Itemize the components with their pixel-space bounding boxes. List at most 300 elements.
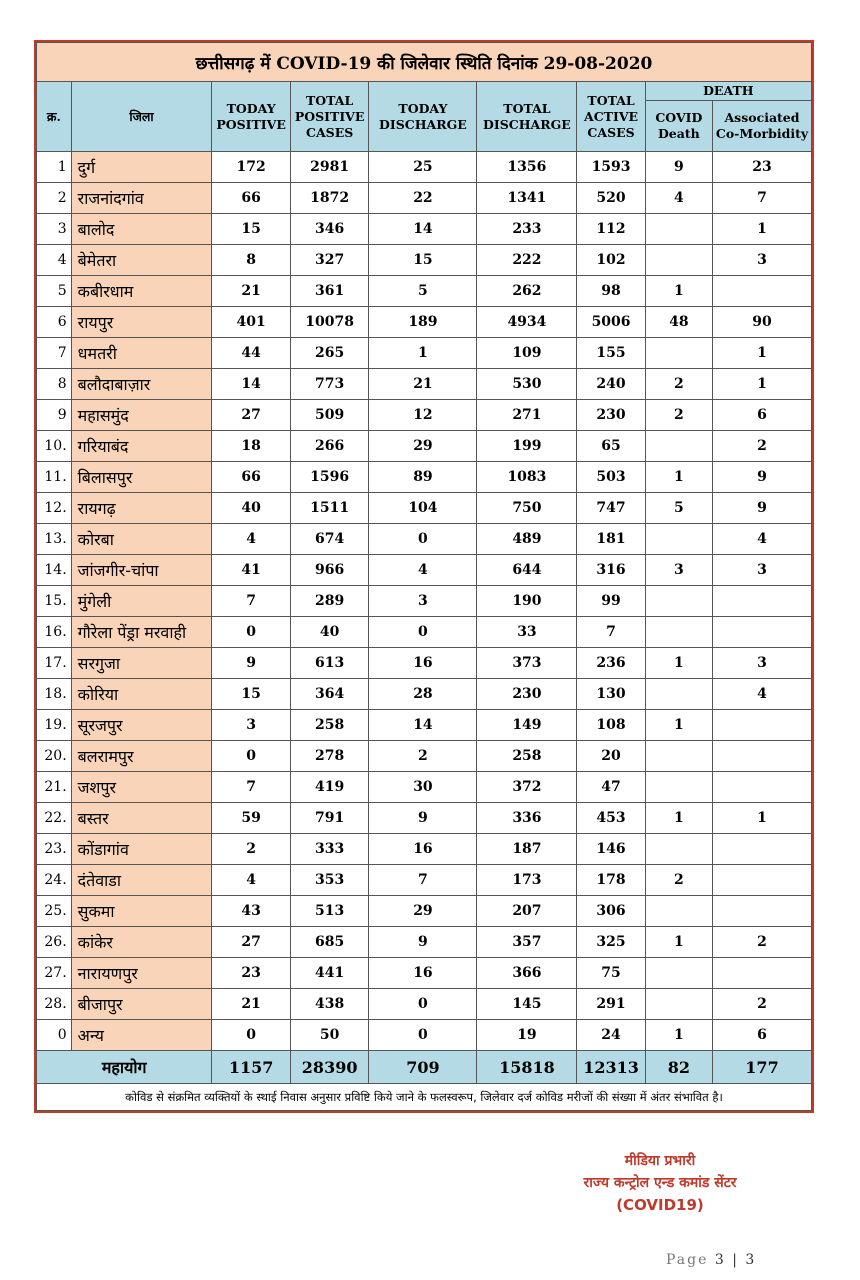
cell-covid-death: 1 xyxy=(645,648,712,679)
cell-total-positive: 266 xyxy=(290,431,369,462)
cell-total-positive: 441 xyxy=(290,958,369,989)
cell-today-discharge: 3 xyxy=(369,586,477,617)
cell-sn: 11. xyxy=(37,462,72,493)
total-covid-death: 82 xyxy=(645,1051,712,1084)
cell-today-positive: 15 xyxy=(212,679,291,710)
cell-total-discharge: 109 xyxy=(477,338,577,369)
cell-covid-death: 5 xyxy=(645,493,712,524)
cell-sn: 19. xyxy=(37,710,72,741)
cell-covid-death: 1 xyxy=(645,276,712,307)
cell-total-active: 155 xyxy=(577,338,645,369)
cell-total-discharge: 149 xyxy=(477,710,577,741)
total-row xyxy=(37,1051,812,1084)
total-today-discharge: 709 xyxy=(369,1051,477,1084)
cell-district: बलरामपुर xyxy=(71,741,212,772)
cell-district: सरगुजा xyxy=(71,648,212,679)
header-sn: क्र. xyxy=(37,82,72,152)
total-total-active: 12313 xyxy=(577,1051,645,1084)
cell-total-discharge: 750 xyxy=(477,493,577,524)
total-total-positive: 28390 xyxy=(290,1051,369,1084)
cell-total-discharge: 357 xyxy=(477,927,577,958)
table-row xyxy=(37,989,812,1020)
cell-covid-death xyxy=(645,214,712,245)
cell-covid-death: 4 xyxy=(645,183,712,214)
table-row xyxy=(37,710,812,741)
cell-total-positive: 791 xyxy=(290,803,369,834)
cell-total-active: 325 xyxy=(577,927,645,958)
table-row xyxy=(37,958,812,989)
cell-sn: 20. xyxy=(37,741,72,772)
cell-today-discharge: 5 xyxy=(369,276,477,307)
cell-sn: 17. xyxy=(37,648,72,679)
cell-today-positive: 7 xyxy=(212,586,291,617)
signature-line-1: मीडिया प्रभारी xyxy=(624,1153,696,1169)
header-total-active: TOTAL ACTIVE CASES xyxy=(577,82,645,152)
cell-today-discharge: 14 xyxy=(369,214,477,245)
district-status-table-wrapper xyxy=(34,40,814,1113)
cell-total-positive: 966 xyxy=(290,555,369,586)
cell-total-discharge: 530 xyxy=(477,369,577,400)
cell-total-active: 230 xyxy=(577,400,645,431)
cell-comorbidity: 2 xyxy=(713,989,812,1020)
cell-sn: 8 xyxy=(37,369,72,400)
table-row xyxy=(37,400,812,431)
table-row xyxy=(37,555,812,586)
cell-sn: 5 xyxy=(37,276,72,307)
cell-today-discharge: 89 xyxy=(369,462,477,493)
cell-today-positive: 3 xyxy=(212,710,291,741)
cell-today-positive: 66 xyxy=(212,183,291,214)
cell-comorbidity: 2 xyxy=(713,431,812,462)
cell-total-positive: 1511 xyxy=(290,493,369,524)
cell-district: बेमेतरा xyxy=(71,245,212,276)
table-row xyxy=(37,617,812,648)
header-district: जिला xyxy=(71,82,212,152)
cell-covid-death xyxy=(645,679,712,710)
cell-sn: 18. xyxy=(37,679,72,710)
table-row xyxy=(37,834,812,865)
cell-sn: 4 xyxy=(37,245,72,276)
table-row xyxy=(37,586,812,617)
cell-today-discharge: 0 xyxy=(369,524,477,555)
cell-covid-death: 2 xyxy=(645,400,712,431)
cell-today-positive: 15 xyxy=(212,214,291,245)
table-row xyxy=(37,741,812,772)
cell-total-discharge: 4934 xyxy=(477,307,577,338)
cell-covid-death xyxy=(645,772,712,803)
table-row xyxy=(37,927,812,958)
cell-today-positive: 0 xyxy=(212,741,291,772)
cell-today-discharge: 12 xyxy=(369,400,477,431)
cell-district: राजनांदगांव xyxy=(71,183,212,214)
cell-covid-death xyxy=(645,834,712,865)
cell-covid-death: 2 xyxy=(645,369,712,400)
cell-comorbidity: 9 xyxy=(713,493,812,524)
cell-district: मुंगेली xyxy=(71,586,212,617)
cell-today-positive: 0 xyxy=(212,617,291,648)
cell-today-discharge: 0 xyxy=(369,989,477,1020)
cell-district: गौरेला पेंड्रा मरवाही xyxy=(71,617,212,648)
cell-covid-death xyxy=(645,431,712,462)
cell-today-positive: 27 xyxy=(212,400,291,431)
cell-total-positive: 509 xyxy=(290,400,369,431)
table-row xyxy=(37,803,812,834)
cell-total-positive: 353 xyxy=(290,865,369,896)
cell-district: बस्तर xyxy=(71,803,212,834)
cell-today-positive: 21 xyxy=(212,989,291,1020)
table-row xyxy=(37,214,812,245)
cell-district: दुर्ग xyxy=(71,152,212,183)
cell-today-discharge: 1 xyxy=(369,338,477,369)
cell-total-positive: 1596 xyxy=(290,462,369,493)
cell-comorbidity: 3 xyxy=(713,245,812,276)
cell-district: दंतेवाडा xyxy=(71,865,212,896)
cell-today-positive: 14 xyxy=(212,369,291,400)
cell-district: कोंडागांव xyxy=(71,834,212,865)
page-number: 3 | 3 xyxy=(714,1252,757,1268)
table-row xyxy=(37,462,812,493)
cell-covid-death: 9 xyxy=(645,152,712,183)
cell-covid-death xyxy=(645,741,712,772)
cell-total-active: 236 xyxy=(577,648,645,679)
table-row xyxy=(37,772,812,803)
cell-today-positive: 0 xyxy=(212,1020,291,1051)
cell-total-discharge: 1083 xyxy=(477,462,577,493)
cell-total-active: 1593 xyxy=(577,152,645,183)
cell-sn: 10. xyxy=(37,431,72,462)
table-row xyxy=(37,276,812,307)
cell-covid-death xyxy=(645,338,712,369)
cell-total-discharge: 271 xyxy=(477,400,577,431)
cell-district: बालोद xyxy=(71,214,212,245)
cell-district: बीजापुर xyxy=(71,989,212,1020)
cell-today-positive: 8 xyxy=(212,245,291,276)
table-row xyxy=(37,679,812,710)
cell-sn: 14. xyxy=(37,555,72,586)
cell-total-active: 316 xyxy=(577,555,645,586)
cell-sn: 16. xyxy=(37,617,72,648)
table-row xyxy=(37,1020,812,1051)
cell-covid-death xyxy=(645,586,712,617)
cell-district: बलौदाबाज़ार xyxy=(71,369,212,400)
cell-total-discharge: 199 xyxy=(477,431,577,462)
header-today-discharge: TODAY DISCHARGE xyxy=(369,82,477,152)
cell-total-positive: 674 xyxy=(290,524,369,555)
cell-today-discharge: 16 xyxy=(369,958,477,989)
cell-total-active: 520 xyxy=(577,183,645,214)
cell-comorbidity: 2 xyxy=(713,927,812,958)
cell-total-active: 503 xyxy=(577,462,645,493)
cell-sn: 25. xyxy=(37,896,72,927)
total-total-discharge: 15818 xyxy=(477,1051,577,1084)
table-row xyxy=(37,338,812,369)
cell-total-positive: 333 xyxy=(290,834,369,865)
cell-total-positive: 419 xyxy=(290,772,369,803)
cell-total-discharge: 262 xyxy=(477,276,577,307)
cell-today-discharge: 21 xyxy=(369,369,477,400)
cell-sn: 28. xyxy=(37,989,72,1020)
cell-total-positive: 265 xyxy=(290,338,369,369)
cell-sn: 13. xyxy=(37,524,72,555)
cell-total-active: 108 xyxy=(577,710,645,741)
cell-total-active: 146 xyxy=(577,834,645,865)
table-title: छत्तीसगढ़ में COVID-19 की जिलेवार स्थिति दिनांक 29-08-2020 xyxy=(37,43,812,82)
cell-today-discharge: 29 xyxy=(369,431,477,462)
cell-total-discharge: 173 xyxy=(477,865,577,896)
cell-total-positive: 613 xyxy=(290,648,369,679)
cell-today-discharge: 22 xyxy=(369,183,477,214)
cell-district: कबीरधाम xyxy=(71,276,212,307)
cell-sn: 9 xyxy=(37,400,72,431)
cell-today-discharge: 104 xyxy=(369,493,477,524)
cell-comorbidity: 1 xyxy=(713,369,812,400)
cell-today-discharge: 7 xyxy=(369,865,477,896)
page-footer xyxy=(666,1252,756,1268)
table-row xyxy=(37,493,812,524)
header-comorbidity: Associated Co-Morbidity xyxy=(713,101,812,152)
cell-covid-death: 1 xyxy=(645,927,712,958)
cell-today-positive: 41 xyxy=(212,555,291,586)
table-row xyxy=(37,152,812,183)
cell-today-positive: 40 xyxy=(212,493,291,524)
cell-today-discharge: 189 xyxy=(369,307,477,338)
cell-today-positive: 27 xyxy=(212,927,291,958)
cell-today-discharge: 16 xyxy=(369,648,477,679)
cell-total-discharge: 187 xyxy=(477,834,577,865)
cell-comorbidity: 1 xyxy=(713,214,812,245)
cell-covid-death: 48 xyxy=(645,307,712,338)
cell-total-active: 65 xyxy=(577,431,645,462)
total-label: महायोग xyxy=(37,1051,212,1084)
cell-today-positive: 401 xyxy=(212,307,291,338)
cell-district: सुकमा xyxy=(71,896,212,927)
cell-total-discharge: 366 xyxy=(477,958,577,989)
cell-district: रायगढ़ xyxy=(71,493,212,524)
cell-total-positive: 258 xyxy=(290,710,369,741)
signature-line-3: (COVID19) xyxy=(616,1196,704,1214)
cell-total-active: 453 xyxy=(577,803,645,834)
cell-district: बिलासपुर xyxy=(71,462,212,493)
cell-today-discharge: 30 xyxy=(369,772,477,803)
cell-total-positive: 327 xyxy=(290,245,369,276)
cell-comorbidity xyxy=(713,772,812,803)
cell-total-discharge: 336 xyxy=(477,803,577,834)
cell-total-active: 306 xyxy=(577,896,645,927)
cell-total-discharge: 33 xyxy=(477,617,577,648)
cell-comorbidity: 23 xyxy=(713,152,812,183)
cell-today-positive: 4 xyxy=(212,865,291,896)
cell-total-active: 291 xyxy=(577,989,645,1020)
table-row xyxy=(37,865,812,896)
cell-total-positive: 2981 xyxy=(290,152,369,183)
cell-covid-death xyxy=(645,958,712,989)
cell-today-discharge: 15 xyxy=(369,245,477,276)
total-today-positive: 1157 xyxy=(212,1051,291,1084)
cell-covid-death: 2 xyxy=(645,865,712,896)
cell-covid-death xyxy=(645,524,712,555)
cell-sn: 27. xyxy=(37,958,72,989)
cell-today-positive: 7 xyxy=(212,772,291,803)
cell-total-positive: 10078 xyxy=(290,307,369,338)
table-note: कोविड से संक्रमित व्यक्तियों के स्थाई निवास अनुसार प्रविष्टि किये जाने के फलस्वरूप, जिलेवार दर्ज कोविड मरीजों की संख्या में अंतर संभावित है। xyxy=(37,1084,812,1111)
cell-sn: 15. xyxy=(37,586,72,617)
cell-total-discharge: 644 xyxy=(477,555,577,586)
cell-today-discharge: 9 xyxy=(369,803,477,834)
cell-today-discharge: 4 xyxy=(369,555,477,586)
cell-today-discharge: 16 xyxy=(369,834,477,865)
header-total-discharge: TOTAL DISCHARGE xyxy=(477,82,577,152)
cell-total-active: 181 xyxy=(577,524,645,555)
cell-sn: 2 xyxy=(37,183,72,214)
total-comorbidity: 177 xyxy=(713,1051,812,1084)
cell-comorbidity: 6 xyxy=(713,1020,812,1051)
cell-comorbidity xyxy=(713,958,812,989)
cell-today-positive: 172 xyxy=(212,152,291,183)
cell-total-positive: 1872 xyxy=(290,183,369,214)
cell-district: कोरिया xyxy=(71,679,212,710)
table-row xyxy=(37,183,812,214)
cell-today-discharge: 25 xyxy=(369,152,477,183)
cell-comorbidity: 7 xyxy=(713,183,812,214)
cell-total-active: 5006 xyxy=(577,307,645,338)
cell-total-positive: 289 xyxy=(290,586,369,617)
table-row xyxy=(37,896,812,927)
signature-block xyxy=(530,1150,790,1216)
cell-total-active: 102 xyxy=(577,245,645,276)
cell-total-positive: 513 xyxy=(290,896,369,927)
cell-today-positive: 21 xyxy=(212,276,291,307)
cell-total-positive: 364 xyxy=(290,679,369,710)
cell-total-discharge: 207 xyxy=(477,896,577,927)
cell-total-discharge: 489 xyxy=(477,524,577,555)
cell-total-active: 98 xyxy=(577,276,645,307)
cell-total-active: 75 xyxy=(577,958,645,989)
cell-today-discharge: 28 xyxy=(369,679,477,710)
cell-today-discharge: 2 xyxy=(369,741,477,772)
cell-total-discharge: 258 xyxy=(477,741,577,772)
cell-sn: 26. xyxy=(37,927,72,958)
cell-covid-death: 1 xyxy=(645,462,712,493)
cell-comorbidity xyxy=(713,834,812,865)
cell-total-discharge: 373 xyxy=(477,648,577,679)
cell-sn: 7 xyxy=(37,338,72,369)
cell-total-positive: 773 xyxy=(290,369,369,400)
header-covid-death: COVID Death xyxy=(645,101,712,152)
cell-comorbidity: 90 xyxy=(713,307,812,338)
cell-total-discharge: 145 xyxy=(477,989,577,1020)
cell-comorbidity: 4 xyxy=(713,524,812,555)
cell-today-positive: 43 xyxy=(212,896,291,927)
cell-sn: 3 xyxy=(37,214,72,245)
cell-total-active: 7 xyxy=(577,617,645,648)
cell-comorbidity xyxy=(713,276,812,307)
cell-today-positive: 4 xyxy=(212,524,291,555)
table-row xyxy=(37,307,812,338)
cell-total-discharge: 1341 xyxy=(477,183,577,214)
cell-total-active: 130 xyxy=(577,679,645,710)
cell-comorbidity: 9 xyxy=(713,462,812,493)
table-row xyxy=(37,245,812,276)
cell-comorbidity: 1 xyxy=(713,803,812,834)
cell-total-active: 47 xyxy=(577,772,645,803)
cell-sn: 22. xyxy=(37,803,72,834)
cell-sn: 24. xyxy=(37,865,72,896)
cell-today-positive: 59 xyxy=(212,803,291,834)
cell-today-positive: 23 xyxy=(212,958,291,989)
cell-comorbidity: 6 xyxy=(713,400,812,431)
cell-total-positive: 50 xyxy=(290,1020,369,1051)
cell-total-discharge: 1356 xyxy=(477,152,577,183)
cell-comorbidity: 1 xyxy=(713,338,812,369)
header-today-positive: TODAY POSITIVE xyxy=(212,82,291,152)
cell-total-active: 99 xyxy=(577,586,645,617)
cell-today-discharge: 0 xyxy=(369,617,477,648)
table-row xyxy=(37,648,812,679)
cell-today-discharge: 9 xyxy=(369,927,477,958)
cell-today-positive: 18 xyxy=(212,431,291,462)
cell-today-positive: 9 xyxy=(212,648,291,679)
cell-district: धमतरी xyxy=(71,338,212,369)
cell-district: गरियाबंद xyxy=(71,431,212,462)
page-label: Page xyxy=(666,1252,709,1268)
cell-sn: 23. xyxy=(37,834,72,865)
cell-district: जशपुर xyxy=(71,772,212,803)
cell-today-positive: 44 xyxy=(212,338,291,369)
cell-total-positive: 685 xyxy=(290,927,369,958)
header-total-positive: TOTAL POSITIVE CASES xyxy=(290,82,369,152)
cell-today-discharge: 0 xyxy=(369,1020,477,1051)
header-death: DEATH xyxy=(645,82,811,101)
cell-covid-death xyxy=(645,617,712,648)
signature-line-2: राज्य कन्ट्रोल एन्ड कमांड सेंटर xyxy=(583,1175,737,1191)
cell-total-discharge: 372 xyxy=(477,772,577,803)
cell-comorbidity xyxy=(713,586,812,617)
cell-total-discharge: 233 xyxy=(477,214,577,245)
cell-district: नारायणपुर xyxy=(71,958,212,989)
cell-sn: 12. xyxy=(37,493,72,524)
table-row xyxy=(37,524,812,555)
cell-total-positive: 346 xyxy=(290,214,369,245)
cell-comorbidity: 4 xyxy=(713,679,812,710)
cell-total-discharge: 230 xyxy=(477,679,577,710)
cell-today-positive: 2 xyxy=(212,834,291,865)
cell-district: कांकेर xyxy=(71,927,212,958)
cell-comorbidity xyxy=(713,617,812,648)
cell-comorbidity xyxy=(713,710,812,741)
cell-covid-death: 1 xyxy=(645,710,712,741)
cell-covid-death: 1 xyxy=(645,803,712,834)
cell-district: अन्य xyxy=(71,1020,212,1051)
cell-total-discharge: 190 xyxy=(477,586,577,617)
cell-district: रायपुर xyxy=(71,307,212,338)
cell-total-active: 20 xyxy=(577,741,645,772)
cell-total-positive: 278 xyxy=(290,741,369,772)
cell-comorbidity xyxy=(713,865,812,896)
cell-today-discharge: 14 xyxy=(369,710,477,741)
cell-total-positive: 361 xyxy=(290,276,369,307)
cell-comorbidity: 3 xyxy=(713,555,812,586)
cell-total-active: 24 xyxy=(577,1020,645,1051)
cell-comorbidity xyxy=(713,896,812,927)
cell-comorbidity: 3 xyxy=(713,648,812,679)
cell-comorbidity xyxy=(713,741,812,772)
table-row xyxy=(37,369,812,400)
cell-total-active: 112 xyxy=(577,214,645,245)
cell-today-positive: 66 xyxy=(212,462,291,493)
cell-district: महासमुंद xyxy=(71,400,212,431)
cell-district: सूरजपुर xyxy=(71,710,212,741)
cell-sn: 21. xyxy=(37,772,72,803)
